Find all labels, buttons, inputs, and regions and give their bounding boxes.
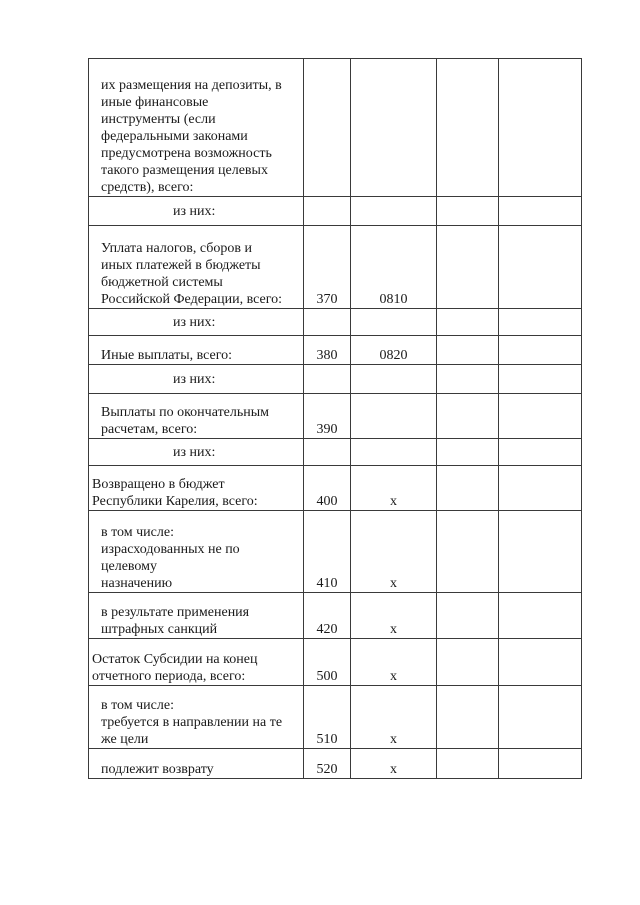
- row-code-cell: 400: [304, 466, 351, 511]
- row-name: подлежит возврату: [101, 762, 214, 777]
- row-kbk-cell: [351, 365, 437, 394]
- value-cell: [437, 197, 499, 226]
- value-cell: [499, 439, 582, 466]
- table-row: [89, 639, 582, 686]
- value-cell: [499, 336, 582, 365]
- row-name-cell: [89, 466, 304, 511]
- table-row: [89, 466, 582, 511]
- row-code-cell: 510: [304, 686, 351, 749]
- row-kbk-cell: х: [351, 749, 437, 779]
- value-cell: [499, 309, 582, 336]
- table-row: [89, 59, 582, 197]
- row-name-cell: [89, 226, 304, 309]
- row-code-cell: 420: [304, 593, 351, 639]
- row-name-cell: [89, 336, 304, 365]
- value-cell: [437, 336, 499, 365]
- row-kbk-cell: [351, 197, 437, 226]
- value-cell: [437, 365, 499, 394]
- value-cell: [437, 511, 499, 593]
- row-code-cell: [304, 197, 351, 226]
- row-code-cell: [304, 309, 351, 336]
- row-name-cell: [89, 439, 304, 466]
- value-cell: [499, 511, 582, 593]
- row-name: из них:: [173, 203, 216, 219]
- row-name-cell: [89, 197, 304, 226]
- value-cell: [437, 593, 499, 639]
- table-row: [89, 749, 582, 779]
- row-name: Иные выплаты, всего:: [101, 348, 233, 363]
- row-name-cell: [89, 511, 304, 593]
- row-kbk-cell: х: [351, 639, 437, 686]
- value-cell: [437, 749, 499, 779]
- row-kbk-cell: 0810: [351, 226, 437, 309]
- row-name: из них:: [173, 314, 216, 330]
- value-cell: [437, 309, 499, 336]
- row-name: из них:: [173, 444, 216, 460]
- row-kbk-cell: [351, 394, 437, 439]
- value-cell: [499, 226, 582, 309]
- row-code-cell: [304, 439, 351, 466]
- value-cell: [499, 749, 582, 779]
- value-cell: [499, 365, 582, 394]
- row-name-cell: [89, 639, 304, 686]
- row-code-cell: [304, 365, 351, 394]
- row-kbk-cell: х: [351, 686, 437, 749]
- row-code-cell: 370: [304, 226, 351, 309]
- row-name: в результате применения штрафных санкций: [101, 605, 250, 637]
- value-cell: [499, 686, 582, 749]
- row-name-cell: [89, 749, 304, 779]
- row-name: Остаток Субсидии на конец отчетного периода, всего:: [92, 652, 258, 684]
- table-row: [89, 309, 582, 336]
- row-code-cell: 520: [304, 749, 351, 779]
- table-row: [89, 593, 582, 639]
- row-kbk-cell: [351, 59, 437, 197]
- value-cell: [437, 439, 499, 466]
- row-name-cell: [89, 309, 304, 336]
- value-cell: [499, 394, 582, 439]
- row-code-cell: 500: [304, 639, 351, 686]
- row-name: Уплата налогов, сборов и иных платежей в бюджеты бюджетной системы Российской Федерации, всего:: [101, 241, 283, 307]
- row-name: Возвращено в бюджет Республики Карелия, всего:: [92, 477, 258, 509]
- table-row: [89, 439, 582, 466]
- row-name: из них:: [173, 371, 216, 387]
- table-row: [89, 365, 582, 394]
- row-name: их размещения на депозиты, в иные финансовые инструменты (если федеральными законами предусмотрена возможность такого размещения целевых средств), всего:: [101, 78, 282, 195]
- table-row: [89, 511, 582, 593]
- value-cell: [437, 466, 499, 511]
- table-row: [89, 394, 582, 439]
- row-name-cell: [89, 686, 304, 749]
- row-code-cell: 410: [304, 511, 351, 593]
- row-name: в том числе: израсходованных не по целевому назначению: [101, 525, 240, 591]
- value-cell: [499, 466, 582, 511]
- value-cell: [499, 593, 582, 639]
- row-kbk-cell: х: [351, 466, 437, 511]
- row-name-cell: [89, 59, 304, 197]
- subsidy-report-table: [88, 58, 582, 779]
- table-row: [89, 226, 582, 309]
- row-name: в том числе: требуется в направлении на те же цели: [101, 698, 283, 747]
- table-row: [89, 197, 582, 226]
- value-cell: [499, 59, 582, 197]
- value-cell: [437, 226, 499, 309]
- row-name: Выплаты по окончательным расчетам, всего:: [101, 405, 270, 437]
- table-row: [89, 686, 582, 749]
- value-cell: [437, 394, 499, 439]
- value-cell: [437, 686, 499, 749]
- table-row: [89, 336, 582, 365]
- value-cell: [499, 197, 582, 226]
- row-code-cell: 390: [304, 394, 351, 439]
- row-kbk-cell: х: [351, 593, 437, 639]
- row-code-cell: 380: [304, 336, 351, 365]
- row-kbk-cell: [351, 439, 437, 466]
- value-cell: [437, 639, 499, 686]
- value-cell: [437, 59, 499, 197]
- row-name-cell: [89, 394, 304, 439]
- value-cell: [499, 639, 582, 686]
- row-code-cell: [304, 59, 351, 197]
- row-kbk-cell: 0820: [351, 336, 437, 365]
- row-name-cell: [89, 593, 304, 639]
- row-name-cell: [89, 365, 304, 394]
- row-kbk-cell: х: [351, 511, 437, 593]
- row-kbk-cell: [351, 309, 437, 336]
